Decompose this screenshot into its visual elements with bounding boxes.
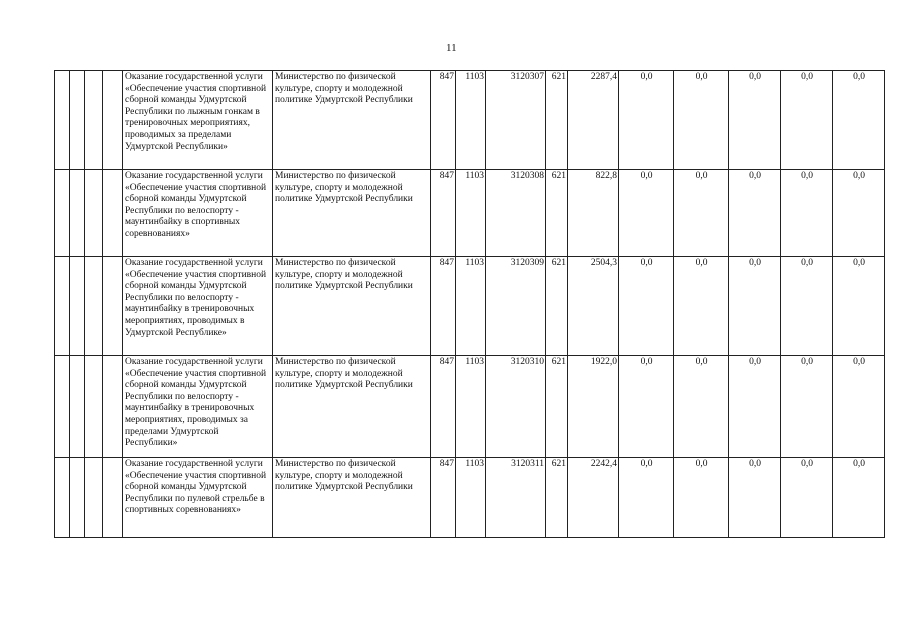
- target-article-cell: 3120308: [486, 170, 546, 257]
- code-cell: [70, 257, 85, 356]
- code-cell: [70, 170, 85, 257]
- grbs-cell: 847: [431, 257, 456, 356]
- ministry-cell: Министерство по физической культуре, спорту и молодежной политике Удмуртской Республики: [273, 71, 431, 170]
- amount-cell: 2504,3: [568, 257, 619, 356]
- target-article-cell: 3120309: [486, 257, 546, 356]
- ministry-cell: Министерство по физической культуре, спорту и молодежной политике Удмуртской Республики: [273, 170, 431, 257]
- value-cell: 0,0: [781, 170, 833, 257]
- ministry-cell: Министерство по физической культуре, спорту и молодежной политике Удмуртской Республики: [273, 257, 431, 356]
- value-cell: 0,0: [729, 170, 781, 257]
- grbs-cell: 847: [431, 170, 456, 257]
- value-cell: 0,0: [781, 458, 833, 538]
- ministry-cell: Министерство по физической культуре, спорту и молодежной политике Удмуртской Республики: [273, 458, 431, 538]
- ministry-cell: Министерство по физической культуре, спорту и молодежной политике Удмуртской Республики: [273, 356, 431, 458]
- code-cell: [85, 71, 103, 170]
- code-cell: [103, 257, 123, 356]
- budget-table: [54, 70, 885, 538]
- value-cell: 0,0: [781, 257, 833, 356]
- code-cell: [85, 257, 103, 356]
- grbs-cell: 847: [431, 356, 456, 458]
- table-row: [55, 458, 885, 538]
- value-cell: 0,0: [781, 71, 833, 170]
- code-cell: [103, 71, 123, 170]
- value-cell: 0,0: [619, 71, 674, 170]
- code-cell: [85, 458, 103, 538]
- value-cell: 0,0: [674, 458, 729, 538]
- code-cell: [85, 356, 103, 458]
- value-cell: 0,0: [674, 356, 729, 458]
- section-cell: 1103: [456, 458, 486, 538]
- target-article-cell: 3120311: [486, 458, 546, 538]
- code-cell: [55, 458, 70, 538]
- amount-cell: 2242,4: [568, 458, 619, 538]
- code-cell: [55, 257, 70, 356]
- value-cell: 0,0: [729, 458, 781, 538]
- value-cell: 0,0: [833, 170, 885, 257]
- expense-type-cell: 621: [546, 356, 568, 458]
- expense-type-cell: 621: [546, 71, 568, 170]
- value-cell: 0,0: [833, 71, 885, 170]
- target-article-cell: 3120307: [486, 71, 546, 170]
- value-cell: 0,0: [674, 170, 729, 257]
- value-cell: 0,0: [619, 170, 674, 257]
- value-cell: 0,0: [729, 356, 781, 458]
- code-cell: [55, 356, 70, 458]
- code-cell: [70, 71, 85, 170]
- service-name-cell: Оказание государственной услуги «Обеспечение участия спортивной сборной команды Удмуртской Республики по велоспорту - маунтинбайку в тренировочных мероприятиях, проводимых в Удмуртской Республике»: [123, 257, 273, 356]
- expense-type-cell: 621: [546, 458, 568, 538]
- code-cell: [103, 356, 123, 458]
- code-cell: [70, 356, 85, 458]
- code-cell: [103, 170, 123, 257]
- service-name-cell: Оказание государственной услуги «Обеспечение участия спортивной сборной команды Удмуртской Республики по велоспорту - маунтинбайку в спортивных соревнованиях»: [123, 170, 273, 257]
- service-name-cell: Оказание государственной услуги «Обеспечение участия спортивной сборной команды Удмуртской Республики по пулевой стрельбе в спортивных соревнованиях»: [123, 458, 273, 538]
- amount-cell: 822,8: [568, 170, 619, 257]
- code-cell: [85, 170, 103, 257]
- section-cell: 1103: [456, 71, 486, 170]
- value-cell: 0,0: [674, 71, 729, 170]
- amount-cell: 2287,4: [568, 71, 619, 170]
- value-cell: 0,0: [729, 71, 781, 170]
- code-cell: [103, 458, 123, 538]
- grbs-cell: 847: [431, 71, 456, 170]
- code-cell: [70, 458, 85, 538]
- table-row: [55, 356, 885, 458]
- code-cell: [55, 170, 70, 257]
- table-row: [55, 170, 885, 257]
- amount-cell: 1922,0: [568, 356, 619, 458]
- value-cell: 0,0: [619, 356, 674, 458]
- table-row: [55, 71, 885, 170]
- value-cell: 0,0: [833, 458, 885, 538]
- value-cell: 0,0: [833, 356, 885, 458]
- value-cell: 0,0: [729, 257, 781, 356]
- value-cell: 0,0: [619, 257, 674, 356]
- code-cell: [55, 71, 70, 170]
- value-cell: 0,0: [674, 257, 729, 356]
- value-cell: 0,0: [781, 356, 833, 458]
- value-cell: 0,0: [619, 458, 674, 538]
- expense-type-cell: 621: [546, 257, 568, 356]
- table-row: [55, 257, 885, 356]
- page-number: 11: [446, 42, 457, 54]
- section-cell: 1103: [456, 257, 486, 356]
- target-article-cell: 3120310: [486, 356, 546, 458]
- value-cell: 0,0: [833, 257, 885, 356]
- section-cell: 1103: [456, 356, 486, 458]
- section-cell: 1103: [456, 170, 486, 257]
- grbs-cell: 847: [431, 458, 456, 538]
- expense-type-cell: 621: [546, 170, 568, 257]
- service-name-cell: Оказание государственной услуги «Обеспечение участия спортивной сборной команды Удмуртской Республики по велоспорту - маунтинбайку в тренировочных мероприятиях, проводимых за пределами Удмуртской Республики»: [123, 356, 273, 458]
- service-name-cell: Оказание государственной услуги «Обеспечение участия спортивной сборной команды Удмуртской Республики по лыжным гонкам в тренировочных мероприятиях, проводимых за пределами Удмуртской Республики»: [123, 71, 273, 170]
